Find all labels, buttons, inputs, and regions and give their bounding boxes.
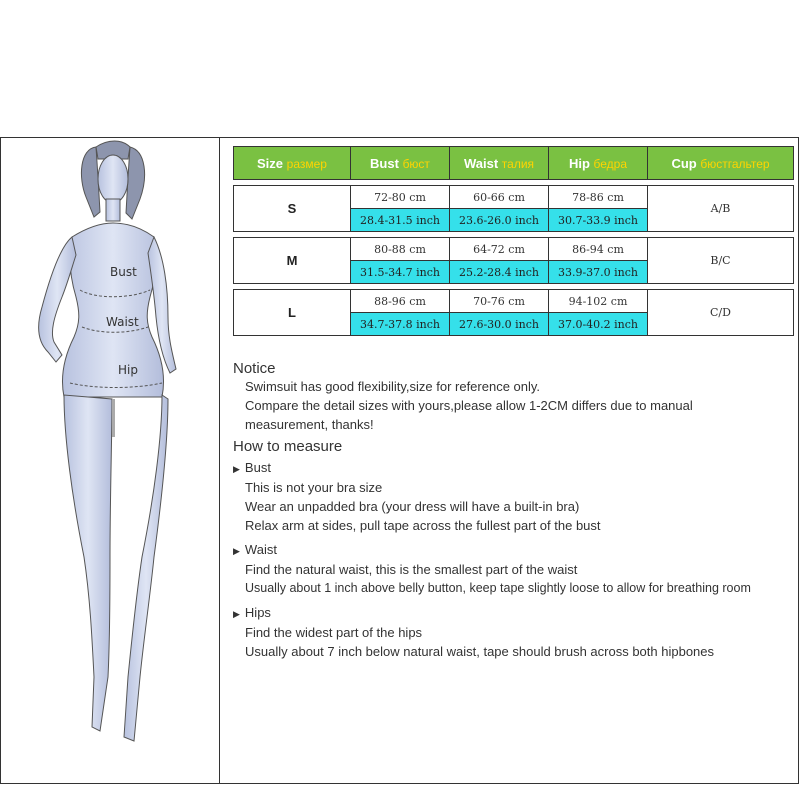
cup-cell: B/C — [648, 238, 794, 284]
hip-cm-cell: 94-102 cm — [549, 290, 648, 313]
header-size: Size размер — [234, 147, 351, 180]
hip-cm-cell: 78-86 cm — [549, 186, 648, 209]
instruction-line: This is not your bra size — [245, 480, 383, 495]
header-hip: Hip бедра — [549, 147, 648, 180]
bust-label: Bust — [110, 265, 137, 279]
hip-inch-cell: 30.7-33.9 inch — [549, 209, 648, 232]
bust-inch-cell: 31.5-34.7 inch — [351, 261, 450, 284]
size-cell: L — [234, 290, 351, 336]
waist-section-heading: ▶ Waist — [233, 542, 277, 557]
notice-line: Compare the detail sizes with yours,please allow 1-2CM differs due to manual — [245, 398, 693, 413]
bust-section-heading: ▶ Bust — [233, 460, 271, 475]
waist-inch-cell: 27.6-30.0 inch — [450, 313, 549, 336]
bust-cm-cell: 80-88 cm — [351, 238, 450, 261]
table-header-row — [234, 147, 794, 180]
cup-cell: C/D — [648, 290, 794, 336]
table-row — [234, 238, 794, 261]
hip-inch-cell: 33.9-37.0 inch — [549, 261, 648, 284]
notice-title: Notice — [233, 360, 276, 377]
triangle-bullet-icon: ▶ — [233, 464, 240, 474]
cup-cell: A/B — [648, 186, 794, 232]
hip-inch-cell: 37.0-40.2 inch — [549, 313, 648, 336]
header-waist: Waist талия — [450, 147, 549, 180]
triangle-bullet-icon: ▶ — [233, 609, 240, 619]
hip-cm-cell: 86-94 cm — [549, 238, 648, 261]
size-cell: S — [234, 186, 351, 232]
waist-inch-cell: 25.2-28.4 inch — [450, 261, 549, 284]
body-figure-panel — [0, 137, 220, 784]
instruction-line: Usually about 7 inch below natural waist, tape should brush across both hipbones — [245, 644, 715, 659]
bust-inch-cell: 28.4-31.5 inch — [351, 209, 450, 232]
instruction-line: Find the natural waist, this is the smallest part of the waist — [245, 562, 578, 577]
notice-line: measurement, thanks! — [245, 417, 374, 432]
header-bust: Bust бюст — [351, 147, 450, 180]
waist-cm-cell: 70-76 cm — [450, 290, 549, 313]
how-to-measure-title: How to measure — [233, 438, 343, 455]
instruction-line: Relax arm at sides, pull tape across the fullest part of the bust — [245, 518, 601, 533]
bust-cm-cell: 88-96 cm — [351, 290, 450, 313]
instruction-line: Find the widest part of the hips — [245, 625, 423, 640]
waist-cm-cell: 60-66 cm — [450, 186, 549, 209]
body-figure-illustration — [0, 137, 220, 784]
table-row — [234, 186, 794, 209]
table-row — [234, 290, 794, 313]
notice-line: Swimsuit has good flexibility,size for reference only. — [245, 379, 541, 394]
size-chart-table — [233, 146, 794, 336]
bust-cm-cell: 72-80 cm — [351, 186, 450, 209]
hips-section-heading: ▶ Hips — [233, 605, 271, 620]
triangle-bullet-icon: ▶ — [233, 546, 240, 556]
waist-label: Waist — [106, 315, 139, 329]
hip-label: Hip — [118, 363, 138, 377]
header-cup: Cup бюстгальтер — [648, 147, 794, 180]
bust-inch-cell: 34.7-37.8 inch — [351, 313, 450, 336]
instruction-line: Usually about 1 inch above belly button, keep tape slightly loose to allow for breathing room — [245, 581, 751, 595]
size-cell: M — [234, 238, 351, 284]
notes-section — [233, 360, 798, 661]
instruction-line: Wear an unpadded bra (your dress will have a built-in bra) — [245, 499, 580, 514]
waist-cm-cell: 64-72 cm — [450, 238, 549, 261]
waist-inch-cell: 23.6-26.0 inch — [450, 209, 549, 232]
